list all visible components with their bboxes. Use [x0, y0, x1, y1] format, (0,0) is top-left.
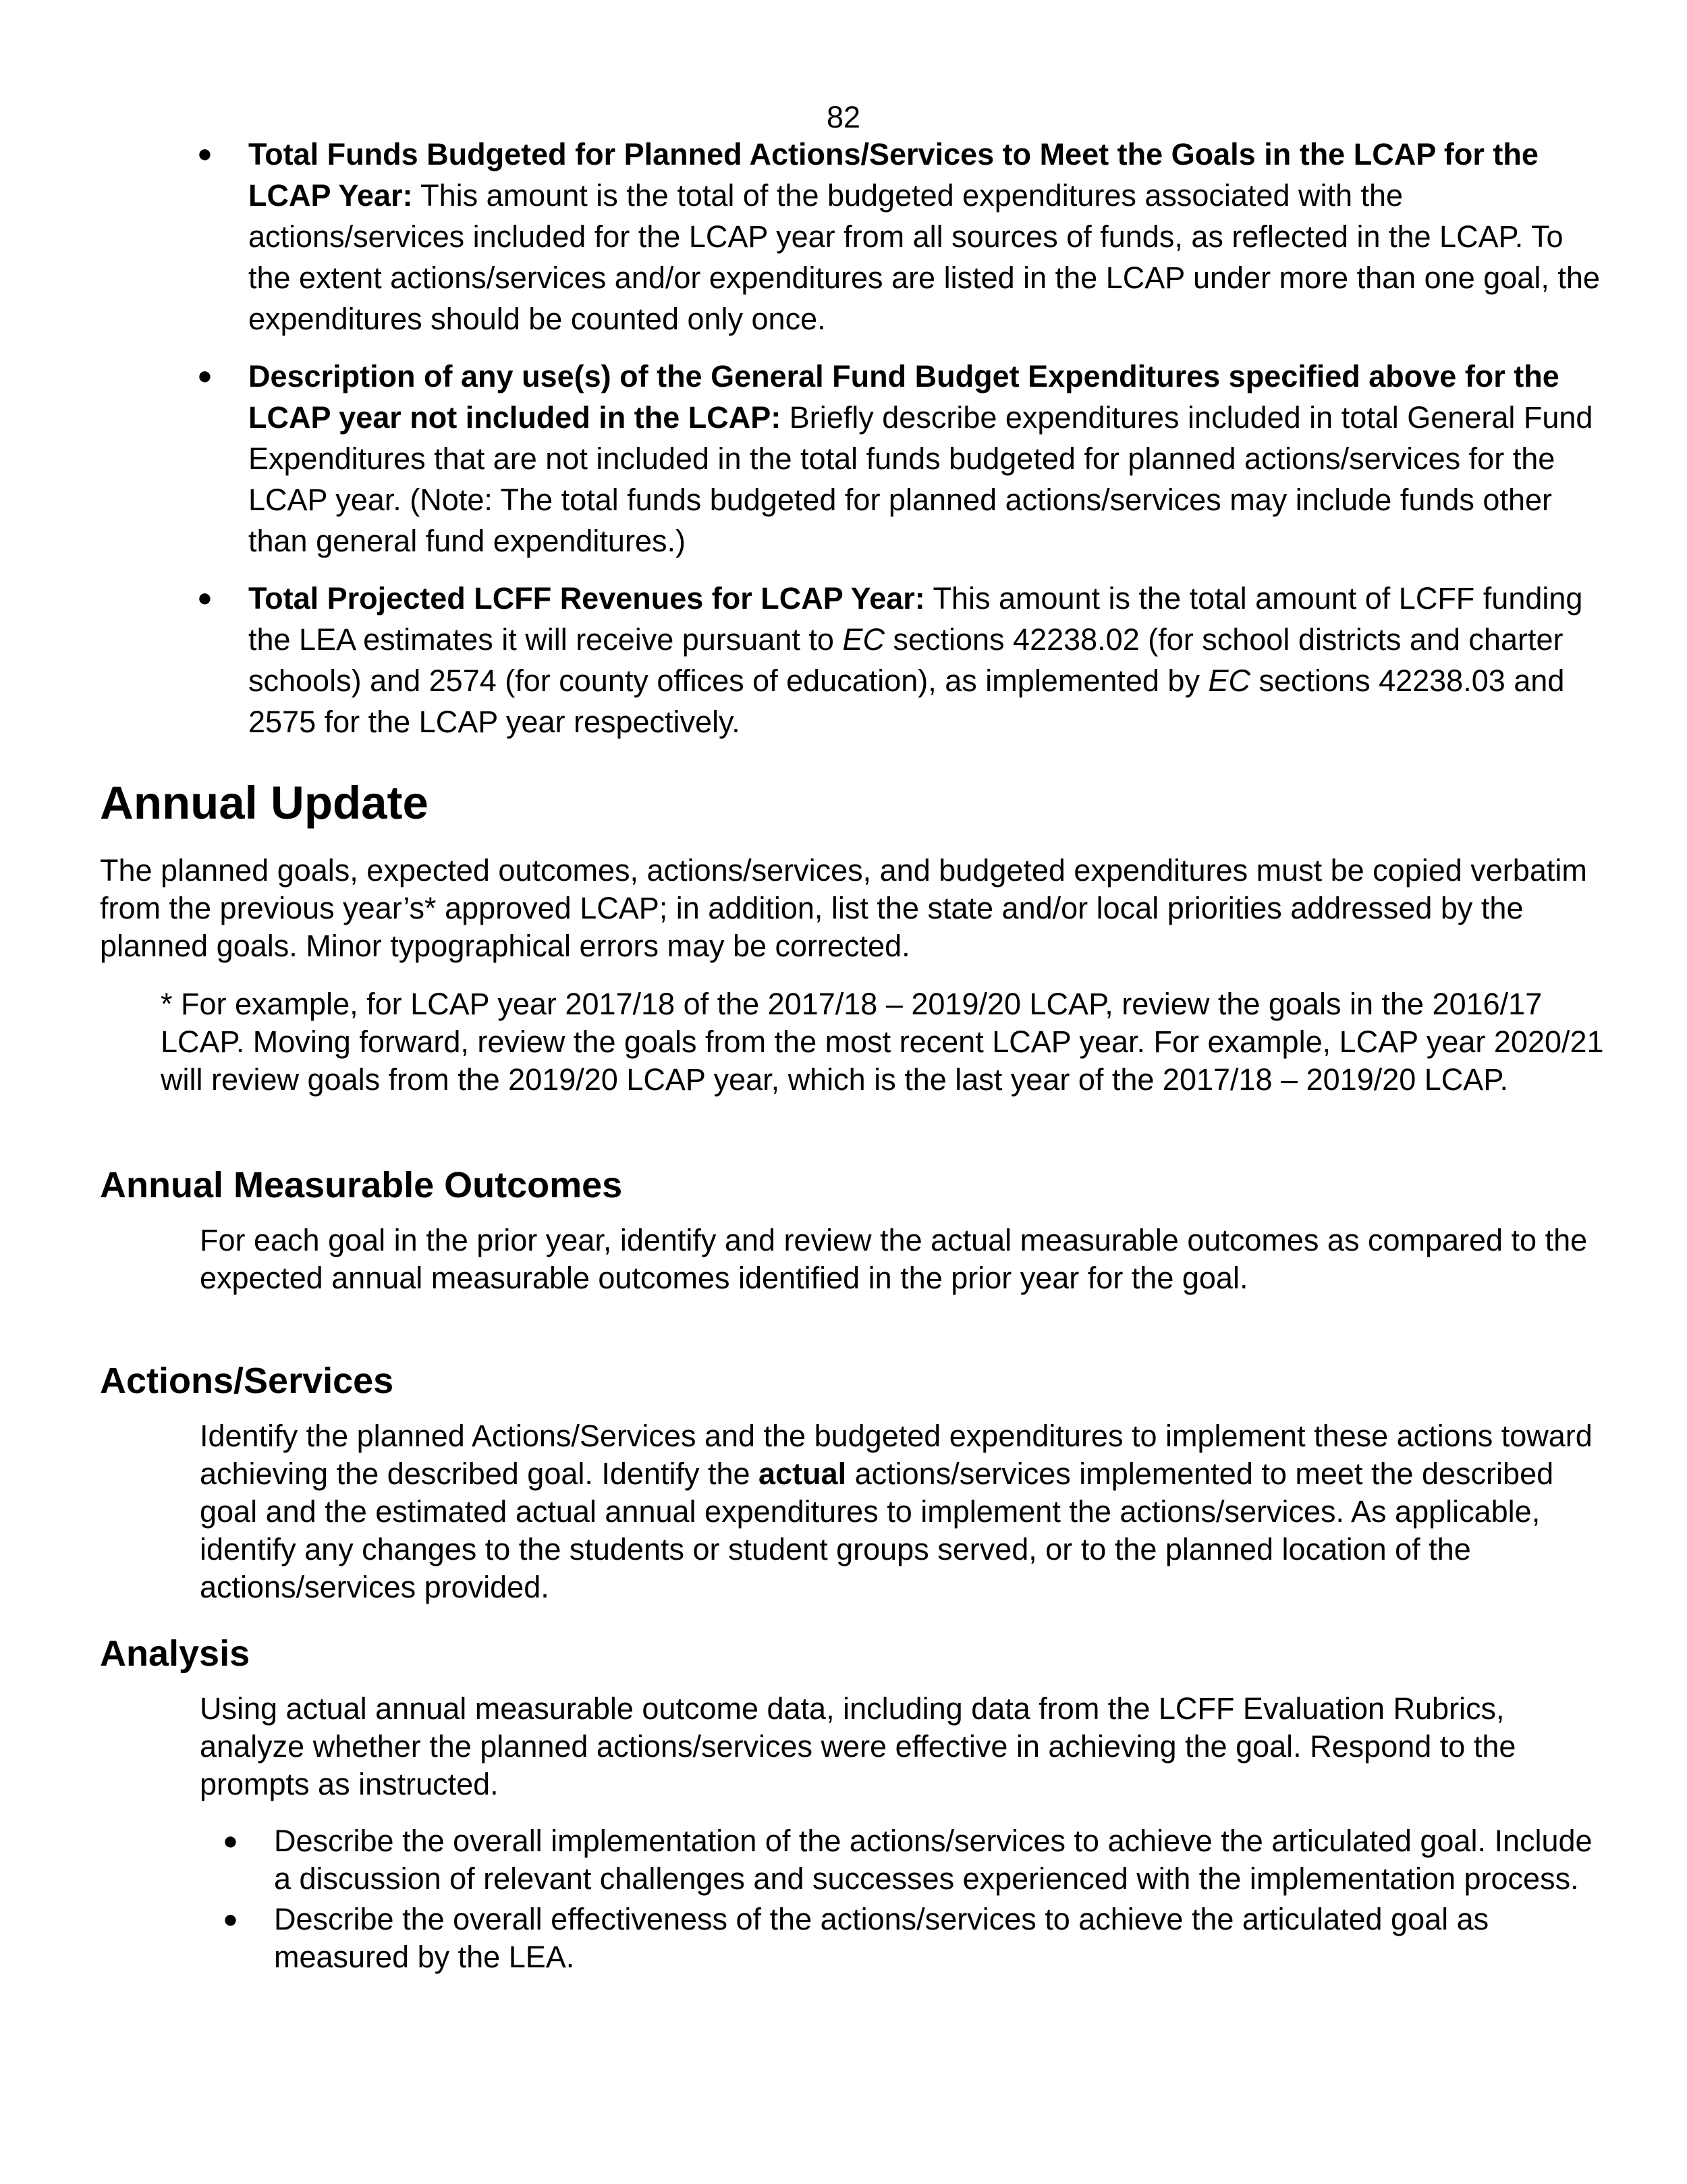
- prompt-text: Describe the overall effectiveness of the actions/services to achieve the articulated goal as measured by the LEA.: [274, 1902, 1489, 1974]
- list-item: [223, 1822, 1606, 1898]
- measurable-outcomes-heading: Annual Measurable Outcomes: [100, 1165, 623, 1205]
- term-description: This amount is the total amount of LCFF funding the LEA estimates it will receive pursuant to: [248, 581, 1583, 657]
- term-description: This amount is the total of the budgeted expenditures associated with the actions/services included for the LCAP year from all sources of funds, as reflected in the LCAP. To the extent actions/services and/or expenditures are listed in the LCAP under more than one goal, the expenditures should be counted only once.: [248, 178, 1600, 336]
- bullet-icon: ●: [197, 140, 213, 168]
- analysis-prompts-list: [223, 1822, 1606, 1979]
- bullet-icon: ●: [197, 362, 213, 390]
- term-label: Total Funds Budgeted for Planned Actions/Services to Meet the Goals in the LCAP for the LCAP Year:: [248, 137, 1539, 213]
- term-description: sections 42238.02 (for school districts and charter schools) and 2574 (for county offices of education), as implemented by: [248, 622, 1564, 698]
- term-label: Total Projected LCFF Revenues for LCAP Year:: [248, 581, 925, 616]
- actions-services-text-part: actions/services implemented to meet the described goal and the estimated actual annual expenditures to implement the actions/services. As applicable, identify any changes to the students or student groups served, or to the planned location of the actions/services provided.: [200, 1456, 1554, 1604]
- annual-update-heading: Annual Update: [100, 777, 428, 829]
- actions-services-heading: Actions/Services: [100, 1361, 394, 1401]
- funds-definitions-list: [189, 134, 1606, 759]
- list-item: [189, 134, 1606, 339]
- actions-services-text: [200, 1417, 1603, 1606]
- annual-update-intro: The planned goals, expected outcomes, actions/services, and budgeted expenditures must be copied verbatim from the previous year’s* approved LCAP; in addition, list the state and/or local priorities addressed by the planned goals. Minor typographical errors may be corrected.: [100, 853, 1587, 963]
- analysis-text: Using actual annual measurable outcome data, including data from the LCFF Evaluation Rubrics, analyze whether the planned actions/services were effective in achieving the goal. Respond to the prompts as instructed.: [200, 1691, 1516, 1801]
- term-label: Description of any use(s) of the General Fund Budget Expenditures specified above for the LCAP year not included in the LCAP:: [248, 359, 1559, 435]
- actions-services-text-part: Identify the planned Actions/Services and the budgeted expenditures to implement these actions toward achieving the described goal. Identify the: [200, 1419, 1593, 1491]
- prompt-text: Describe the overall implementation of the actions/services to achieve the articulated goal. Include a discussion of relevant challenges and successes experienced with the implementation process.: [274, 1824, 1593, 1896]
- bullet-icon: ●: [223, 1827, 238, 1855]
- measurable-outcomes-text: For each goal in the prior year, identify and review the actual measurable outcomes as compared to the expected annual measurable outcomes identified in the prior year for the goal.: [200, 1223, 1588, 1295]
- page-number: 82: [826, 100, 861, 134]
- annual-update-note: * For example, for LCAP year 2017/18 of the 2017/18 – 2019/20 LCAP, review the goals in the 2016/17 LCAP. Moving forward, review the goals from the most recent LCAP year. For example, LCAP year 2020/21 will review goals from the 2019/20 LCAP year, which is the last year of the 2017/18 – 2019/20 LCAP.: [161, 987, 1604, 1097]
- term-description: Briefly describe expenditures included in total General Fund Expenditures that are not included in the total funds budgeted for planned actions/services for the LCAP year. (Note: The total funds budgeted for planned actions/services may include funds other than general fund expenditures.): [248, 400, 1593, 558]
- ec-abbrev: EC: [1208, 663, 1250, 698]
- list-item: [223, 1901, 1606, 1976]
- term-description: sections 42238.03 and 2575 for the LCAP year respectively.: [248, 663, 1565, 739]
- bullet-icon: ●: [223, 1905, 238, 1934]
- analysis-heading: Analysis: [100, 1633, 250, 1674]
- list-item: [189, 578, 1606, 742]
- bullet-icon: ●: [197, 584, 213, 612]
- list-item: [189, 356, 1606, 562]
- ec-abbrev: EC: [842, 622, 885, 657]
- actual-emphasis: actual: [758, 1456, 847, 1491]
